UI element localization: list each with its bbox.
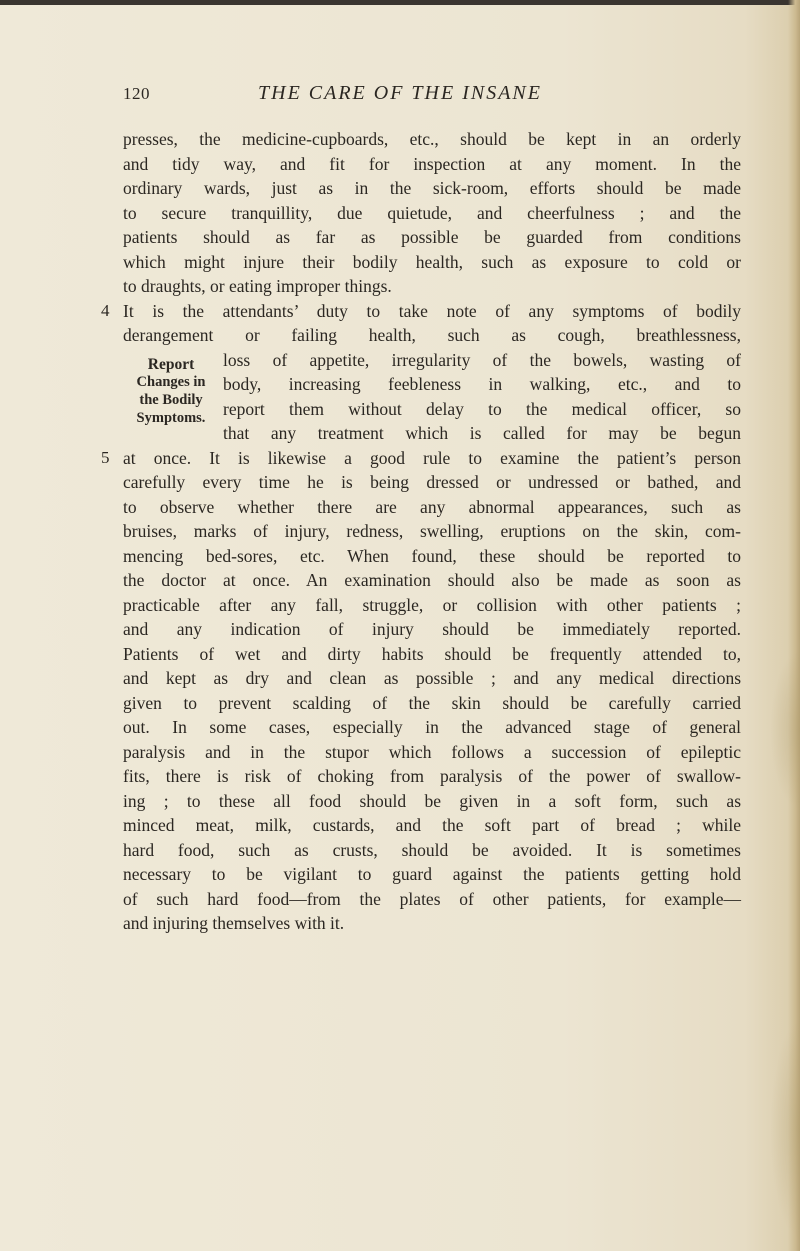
text-line: out. In some cases, especially in the advanced stage of general — [123, 717, 741, 737]
line-number: 5 — [101, 447, 110, 467]
text-line: ing ; to these all food should be given in a soft form, such as — [123, 790, 741, 811]
text-line: hard food, such as crusts, should be avoided. It is sometimes — [123, 839, 741, 860]
text-line: fits, there is risk of choking from paralysis of the power of swallow- — [123, 766, 741, 786]
text-line: carefully every time he is being dressed or undressed or bathed, and — [123, 472, 741, 492]
text-line: minced meat, milk, custards, and the soft part of bread ; while — [123, 815, 741, 835]
text-line: It is the attendants’ duty to take note of any symptoms of bodily — [123, 300, 741, 321]
text-line: loss of appetite, irregularity of the bowels, wasting of — [223, 349, 741, 370]
text-line: and any indication of injury should be immediately reported. — [123, 619, 741, 639]
sidenote-line: Changes in — [136, 374, 206, 390]
text-line: derangement or failing health, such as cough, breathlessness, — [123, 325, 741, 345]
text-line: paralysis and in the stupor which follows a succession of epileptic — [123, 741, 741, 762]
text-line: and tidy way, and fit for inspection at any moment. In the — [123, 153, 741, 174]
text-line: Patients of wet and dirty habits should be frequently attended to, — [123, 643, 741, 664]
line-number: 4 — [101, 300, 110, 320]
text-line: to secure tranquillity, due quietude, and cheerfulness ; and the — [123, 202, 741, 223]
page-number: 120 — [123, 84, 150, 103]
text-line: given to prevent scalding of the skin should be carefully carried — [123, 692, 741, 713]
running-head: THE CARE OF THE INSANE — [258, 82, 542, 104]
text-line: and kept as dry and clean as possible ; and any medical directions — [123, 668, 741, 688]
text-line: presses, the medicine-cupboards, etc., should be kept in an orderly — [123, 129, 741, 149]
text-line: to draughts, or eating improper things. — [123, 276, 392, 296]
text-line: which might injure their bodily health, such as exposure to cold or — [123, 251, 741, 272]
text-line: bruises, marks of injury, redness, swelling, eruptions on the skin, com- — [123, 521, 741, 541]
text-line: to observe whether there are any abnormal appearances, such as — [123, 496, 741, 517]
text-line: and injuring themselves with it. — [123, 913, 345, 933]
sidenote-line: the Bodily — [139, 392, 203, 408]
text-line: that any treatment which is called for may be begun — [223, 423, 741, 443]
text-line: necessary to be vigilant to guard against the patients getting hold — [123, 864, 741, 884]
text-line: body, increasing feebleness in walking, etc., and to — [223, 374, 741, 394]
sidenote-line: Report — [147, 356, 195, 373]
text-line: of such hard food—from the plates of other patients, for example— — [123, 888, 741, 909]
paper-stain — [770, 1020, 800, 1240]
text-line: ordinary wards, just as in the sick-room, efforts should be made — [123, 178, 741, 198]
text-line: patients should as far as possible be guarded from conditions — [123, 227, 741, 247]
top-border-rule — [0, 0, 800, 5]
paper-stain — [770, 650, 800, 810]
page-header — [0, 82, 800, 112]
sidenote-line: Symptoms. — [136, 410, 206, 426]
text-line: practicable after any fall, struggle, or collision with other patients ; — [123, 594, 741, 615]
text-line: the doctor at once. An examination should also be made as soon as — [123, 570, 741, 590]
text-line: at once. It is likewise a good rule to examine the patient’s person — [123, 447, 741, 468]
text-line: report them without delay to the medical officer, so — [223, 398, 741, 419]
text-line: mencing bed-sores, etc. When found, these should be reported to — [123, 545, 741, 566]
